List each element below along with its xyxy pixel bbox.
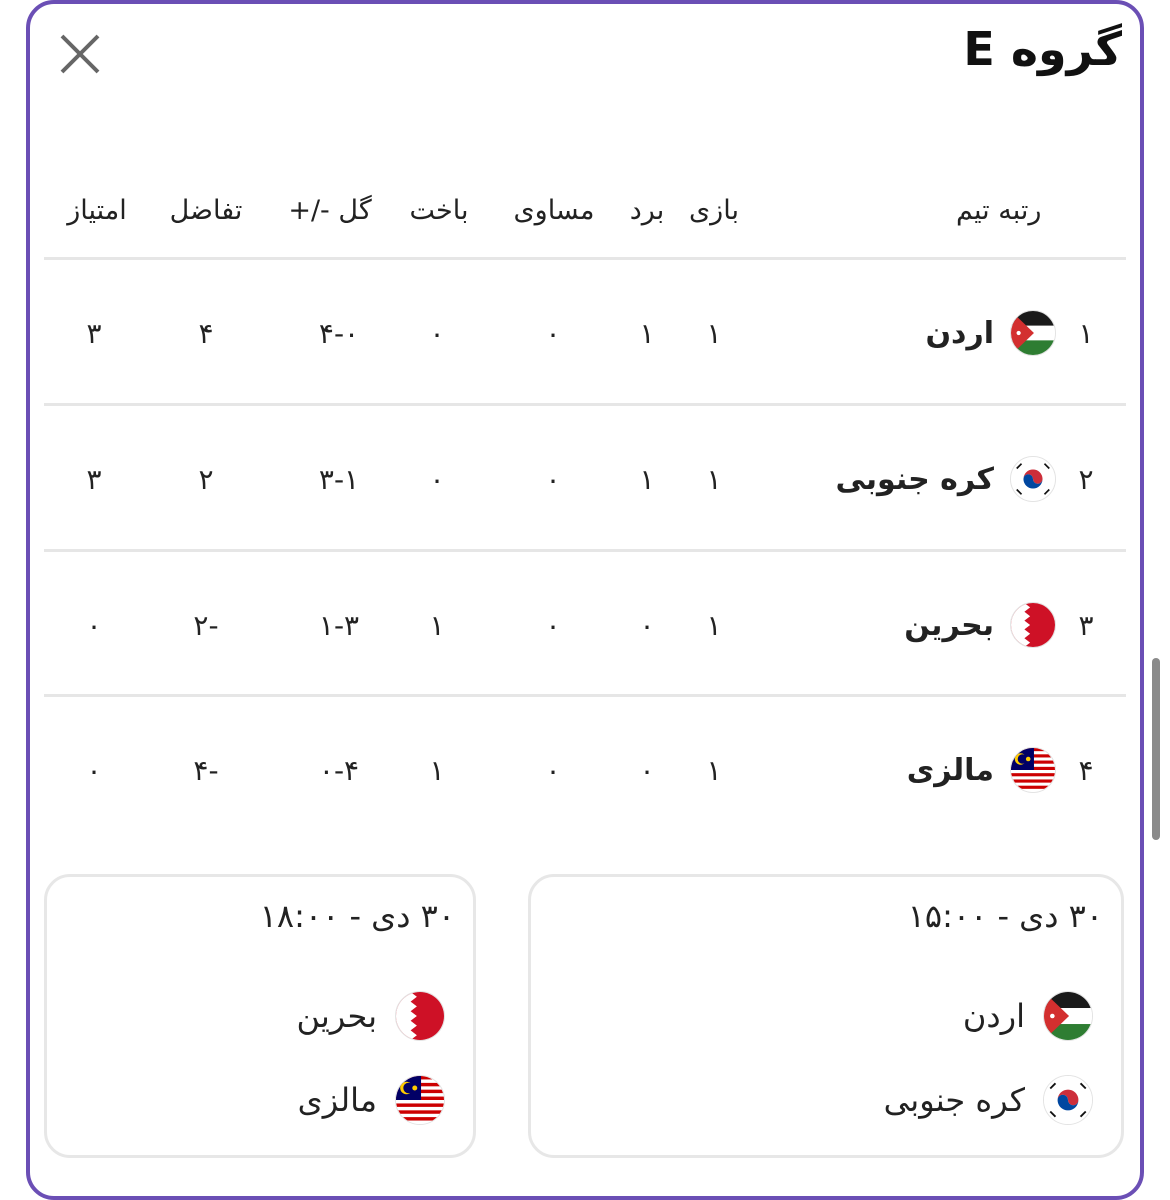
south-korea-flag-icon bbox=[1043, 1075, 1093, 1125]
points-cell: ۰ bbox=[86, 608, 102, 642]
match-time: ۳۰ دی - ۱۵:۰۰ bbox=[907, 897, 1103, 935]
bahrain-flag-icon bbox=[1010, 602, 1056, 648]
rank-cell: ۴ bbox=[1078, 753, 1094, 787]
table-row[interactable] bbox=[44, 552, 1126, 698]
page-title: گروه E bbox=[963, 22, 1122, 76]
played-cell: ۱ bbox=[706, 462, 722, 496]
malaysia-flag-icon bbox=[395, 1075, 445, 1125]
won-cell: ۱ bbox=[639, 316, 655, 350]
goals-cell: ۴-۰ bbox=[318, 316, 360, 350]
team-name: مالزی bbox=[297, 1081, 377, 1119]
jordan-flag-icon bbox=[1010, 310, 1056, 356]
header-points: امتیاز bbox=[67, 194, 127, 226]
match-time: ۳۰ دی - ۱۸:۰۰ bbox=[259, 897, 455, 935]
team-name: کره جنوبی bbox=[883, 1081, 1025, 1119]
header-lost: باخت bbox=[409, 194, 469, 226]
points-cell: ۳ bbox=[86, 316, 102, 350]
team-name: بحرین bbox=[904, 607, 994, 643]
rank-cell: ۳ bbox=[1078, 608, 1094, 642]
header-rank-team: رتبه تیم bbox=[956, 194, 1042, 226]
diff-cell: ۴ bbox=[198, 316, 214, 350]
malaysia-flag-icon bbox=[1010, 747, 1056, 793]
diff-cell: -۴ bbox=[193, 753, 219, 787]
lost-cell: ۰ bbox=[429, 316, 445, 350]
lost-cell: ۱ bbox=[429, 608, 445, 642]
header-won: برد bbox=[629, 194, 665, 226]
draw-cell: ۰ bbox=[545, 316, 561, 350]
team-cell bbox=[756, 697, 1056, 843]
header-draw: مساوی bbox=[513, 194, 595, 226]
goals-cell: ۱-۳ bbox=[318, 608, 360, 642]
rank-cell: ۲ bbox=[1078, 462, 1094, 496]
won-cell: ۰ bbox=[639, 753, 655, 787]
played-cell: ۱ bbox=[706, 753, 722, 787]
draw-cell: ۰ bbox=[545, 462, 561, 496]
rank-cell: ۱ bbox=[1078, 316, 1094, 350]
goals-cell: ۳-۱ bbox=[318, 462, 360, 496]
team-name: کره جنوبی bbox=[835, 461, 994, 497]
diff-cell: -۲ bbox=[193, 608, 219, 642]
won-cell: ۰ bbox=[639, 608, 655, 642]
points-cell: ۳ bbox=[86, 462, 102, 496]
header-diff: تفاضل bbox=[169, 194, 243, 226]
diff-cell: ۲ bbox=[198, 462, 214, 496]
draw-cell: ۰ bbox=[545, 608, 561, 642]
lost-cell: ۱ bbox=[429, 753, 445, 787]
bahrain-flag-icon bbox=[395, 991, 445, 1041]
table-row[interactable] bbox=[44, 406, 1126, 552]
match-away-team bbox=[298, 1075, 445, 1125]
team-name: بحرین bbox=[296, 997, 377, 1035]
header-played: بازی bbox=[689, 194, 739, 226]
team-cell bbox=[756, 260, 1056, 406]
match-card[interactable] bbox=[528, 874, 1124, 1158]
match-card[interactable] bbox=[44, 874, 476, 1158]
team-cell bbox=[756, 406, 1056, 552]
won-cell: ۱ bbox=[639, 462, 655, 496]
team-name: اردن bbox=[925, 315, 994, 351]
played-cell: ۱ bbox=[706, 316, 722, 350]
points-cell: ۰ bbox=[86, 753, 102, 787]
south-korea-flag-icon bbox=[1010, 456, 1056, 502]
match-away-team bbox=[884, 1075, 1093, 1125]
standings-header bbox=[44, 180, 1126, 240]
team-name: مالزی bbox=[906, 752, 994, 788]
draw-cell: ۰ bbox=[545, 753, 561, 787]
table-row[interactable] bbox=[44, 697, 1126, 843]
played-cell: ۱ bbox=[706, 608, 722, 642]
team-name: اردن bbox=[962, 997, 1025, 1035]
close-icon[interactable] bbox=[58, 32, 102, 76]
match-home-team bbox=[963, 991, 1093, 1041]
table-row[interactable] bbox=[44, 260, 1126, 406]
team-cell bbox=[756, 552, 1056, 698]
header-goals: گل -/+ bbox=[288, 194, 372, 226]
goals-cell: ۰-۴ bbox=[318, 753, 360, 787]
lost-cell: ۰ bbox=[429, 462, 445, 496]
match-home-team bbox=[297, 991, 445, 1041]
jordan-flag-icon bbox=[1043, 991, 1093, 1041]
scrollbar[interactable] bbox=[1152, 658, 1160, 840]
